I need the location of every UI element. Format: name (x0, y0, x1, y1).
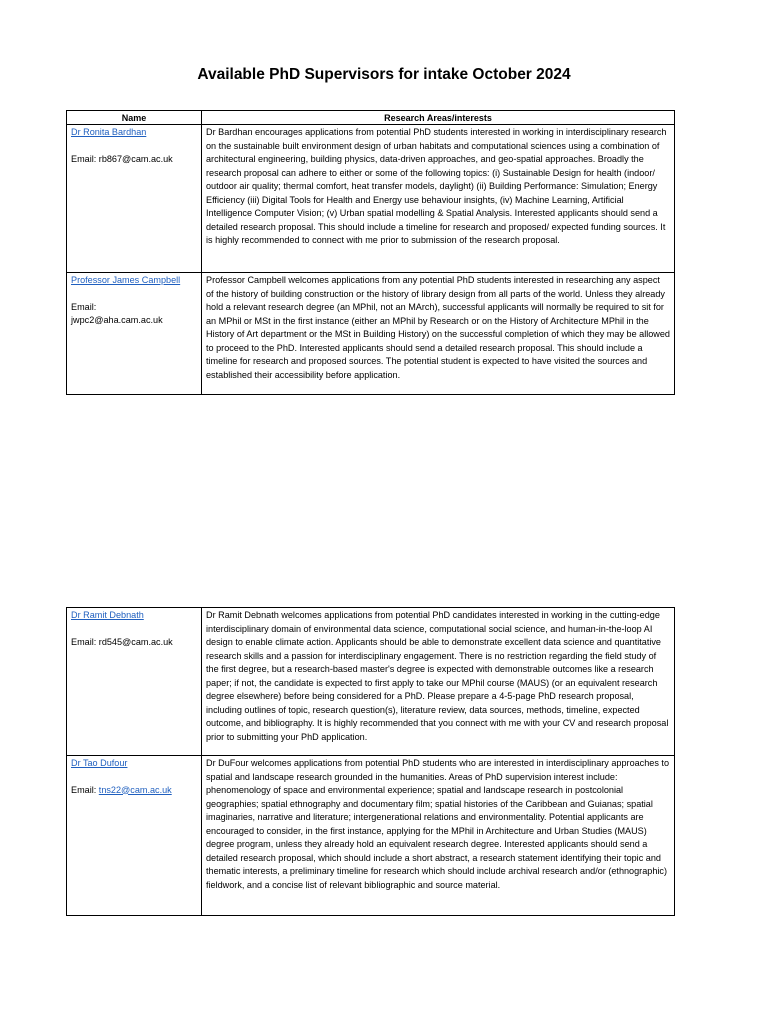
table-row (67, 756, 675, 916)
research-description: Dr DuFour welcomes applications from potential PhD students who are interested in interdisciplinary approaches to spatial and landscape research grounded in the humanities. Areas of PhD supervision interest include: phenomenology of space and environmental experience; spatial and landscape research in postcolonial geographies; spatial ethnography and documentary film; spatial histories of the Caribbean and Guianas; spatial imaginaries, narrative and literature; intergenerational relations and environmentality. Potential applicants are encouraged to consider, in the first instance, applying for the MPhil in Architecture and Urban Studies (MAUS) degree program, unless they already hold an equivalent research degree. Interested applicants should send a detailed research proposal, which should include a short abstract, a research statement identifying their topic and thematic interests, a preliminary timeline for research which should include archival research and/or (ethnographic) fieldwork, and a concise list of relevant bibliographic and source material. (206, 758, 669, 890)
supervisor-email-label: Email: (71, 784, 99, 795)
supervisor-email (71, 784, 197, 798)
supervisor-name-link[interactable]: Dr Ronita Bardhan (71, 127, 147, 137)
table-row (67, 608, 675, 756)
supervisor-name-link[interactable]: Professor James Campbell (71, 275, 181, 285)
research-cell (202, 756, 675, 916)
supervisor-email: jwpc2@aha.cam.ac.uk (71, 315, 163, 325)
supervisor-email-label: Email: (71, 301, 97, 312)
research-description: Professor Campbell welcomes applications from any potential PhD students interested in researching any aspect of the history of building construction or the history of library design from all parts of the world. Unless they already hold a relevant research degree (an MPhil, not an MArch), successful applicants will normally be required to sit for an MPhil or MSt in the first instance (either an MPhil by Research or on the History of Architecture MPhil in the History of Art department or the MSt in Building History) on the successful completion of which they may be allowed to proceed to the PhD. Interested applicants should send a detailed research proposal. This should include a timeline for research and proposed sources. The potential student is expected to have visited the sources and established their accessibility before application. (206, 275, 670, 380)
supervisor-cell (67, 756, 202, 916)
supervisor-email: Email: rd545@cam.ac.uk (71, 636, 173, 647)
research-description: Dr Ramit Debnath welcomes applications from potential PhD candidates interested in working in the cutting-edge interdisciplinary domain of environmental data science, computational social science, and human-in-the-loop AI design to enable climate action. Applicants should be able to demonstrate excellent data science and quantitative research skills and a passion for interdisciplinary engagement. There is no restriction regarding the field study of the first degree, but a research-based master's degree is expected with demonstrable outcomes like a research paper; if not, the candidate is expected to first apply to take our MPhil course (MAUS) (or an equivalent research degree elsewhere) before being considered for a PhD. Please prepare a 4-5-page PhD research proposal, including outlines of topic, research question(s), literature review, data sources, methods, timeline, expected outcome, and bibliography. It is highly recommended that you connect with me with your CV and research proposal prior to submitting your PhD application. (206, 610, 669, 742)
supervisor-email-link[interactable]: tns22@cam.ac.uk (98, 784, 172, 795)
page-title: Available PhD Supervisors for intake October 2024 (197, 66, 571, 83)
research-cell (202, 608, 675, 756)
column-header-research: Research Areas/interests (202, 111, 675, 125)
column-header-name: Name (67, 111, 202, 125)
supervisor-email: Email: rb867@cam.ac.uk (71, 153, 173, 164)
research-cell (202, 273, 675, 395)
table-header-row (67, 111, 675, 125)
table-row (67, 273, 675, 395)
supervisors-table (66, 110, 675, 395)
research-cell (202, 125, 675, 273)
supervisor-cell (67, 608, 202, 756)
supervisors-table-continued (66, 607, 675, 916)
table-row (67, 125, 675, 273)
supervisor-name-link[interactable]: Dr Ramit Debnath (71, 610, 144, 620)
supervisor-cell (67, 125, 202, 273)
research-description: Dr Bardhan encourages applications from potential PhD students interested in working in interdisciplinary research on the sustainable built environment design of urban habitats and computational sciences using a combination of architectural engineering, building physics, data-driven approaches, and geo-spatial approaches. Broadly the research proposal can adhere to either or some of the following topics: (i) Sustainable Design for health (indoor/ outdoor air quality; thermal comfort, heat transfer models, daylight) (ii) Building Performance: Simulation; Energy Efficiency (iii) Digital Tools for Health and Energy use behaviour insights, (iv) Machine Learning, Artificial Intelligence Computer Vision; (v) Urban spatial modelling & Spatial Analysis. Interested applicants should send a detailed research proposal. This should include a timeline for research and proposed/ expected funding sources. It is highly recommended to connect with me prior to submission of the research proposal. (206, 127, 667, 245)
supervisor-name-link[interactable]: Dr Tao Dufour (71, 758, 128, 768)
supervisor-cell (67, 273, 202, 395)
